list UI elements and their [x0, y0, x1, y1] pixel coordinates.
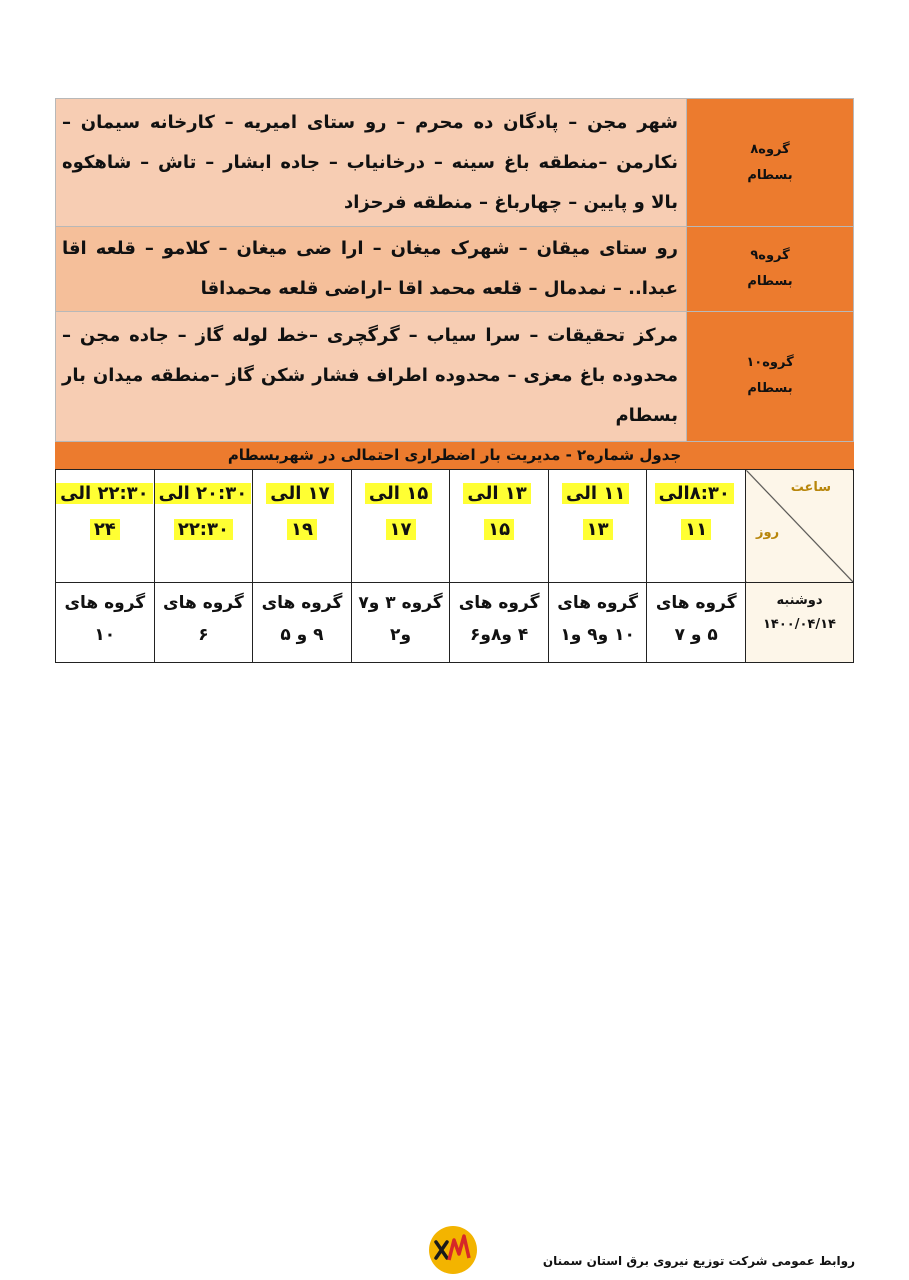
time-slot: ۲۰:۳۰ الی ۲۲:۳۰	[155, 483, 252, 540]
time-slot: ۲۲:۳۰ الی ۲۴	[56, 483, 153, 540]
assigned-groups: گروه ۳ و۷ و۲	[351, 583, 450, 663]
day-cell	[746, 583, 854, 663]
group-row	[56, 99, 854, 227]
group-name-cell	[687, 99, 854, 227]
group-name: گروه۹	[750, 247, 790, 263]
assigned-groups: گروه های ۵ و ۷	[647, 583, 746, 663]
footer-credit: روابط عمومی شرکت توزیع نیروی برق استان سمنان	[542, 1254, 855, 1268]
group-name-cell	[687, 311, 854, 441]
group-name: گروه۸	[750, 141, 790, 157]
day-header: روز	[756, 525, 780, 540]
group-name: گروه۱۰	[746, 355, 794, 371]
outage-schedule-table	[55, 469, 854, 663]
time-slot-cell	[450, 470, 549, 583]
time-slot-cell	[647, 470, 746, 583]
group-city: بسطام	[747, 273, 793, 289]
group-row	[56, 311, 854, 441]
group-areas: مرکز تحقیقات – سرا سیاب – گرگچری –خط لوله گاز – جاده مجن – محدوده باغ معزی – محدوده اطراف فشار شکن گاز –منطقه میدان بار بسطام	[56, 311, 687, 441]
group-row	[56, 227, 854, 311]
time-slot: ۸:۳۰الی ۱۱	[655, 483, 734, 540]
hour-header: ساعت	[790, 480, 831, 495]
time-slot-cell	[548, 470, 647, 583]
assigned-groups: گروه های ۱۰	[56, 583, 155, 663]
time-slot: ۱۱ الی ۱۳	[562, 483, 629, 540]
schedule-header-row	[56, 470, 854, 583]
assigned-groups: گروه های ۶	[154, 583, 253, 663]
time-slot-cell	[351, 470, 450, 583]
assigned-groups: گروه های ۴ و۸و۶	[450, 583, 549, 663]
group-city: بسطام	[747, 381, 793, 397]
corner-header-cell	[746, 470, 854, 583]
group-name-cell	[687, 227, 854, 311]
assigned-groups: گروه های ۹ و ۵	[253, 583, 352, 663]
time-slot: ۱۵ الی ۱۷	[365, 483, 432, 540]
day-date: ۱۴۰۰/۰۴/۱۴	[763, 617, 836, 632]
time-slot: ۱۳ الی ۱۵	[463, 483, 530, 540]
electricity-company-logo-icon	[427, 1224, 479, 1276]
group-city: بسطام	[747, 167, 793, 183]
schedule-caption: جدول شماره۲ - مدیریت بار اضطراری احتمالی در شهربسطام	[55, 442, 854, 469]
schedule-day-row	[56, 583, 854, 663]
service-areas-table	[55, 98, 854, 442]
group-areas: شهر مجن – پادگان ده محرم – رو ستای امیریه – کارخانه سیمان – نکارمن –منطقه باغ سینه – درخانیاب – جاده ابشار – تاش – شاهکوه بالا و پایین – چهارباغ – منطقه فرحزاد	[56, 99, 687, 227]
time-slot: ۱۷ الی ۱۹	[266, 483, 333, 540]
assigned-groups: گروه های ۱۰ و۹ و۱	[548, 583, 647, 663]
time-slot-cell	[154, 470, 253, 583]
day-name: دوشنبه	[776, 593, 823, 608]
time-slot-cell	[56, 470, 155, 583]
group-areas: رو ستای میقان – شهرک میغان – ارا ضی میغان – کلامو – قلعه اقا عبدا.. – نمدمال – قلعه محمد اقا –اراضی قلعه محمداقا	[56, 227, 687, 311]
time-slot-cell	[253, 470, 352, 583]
